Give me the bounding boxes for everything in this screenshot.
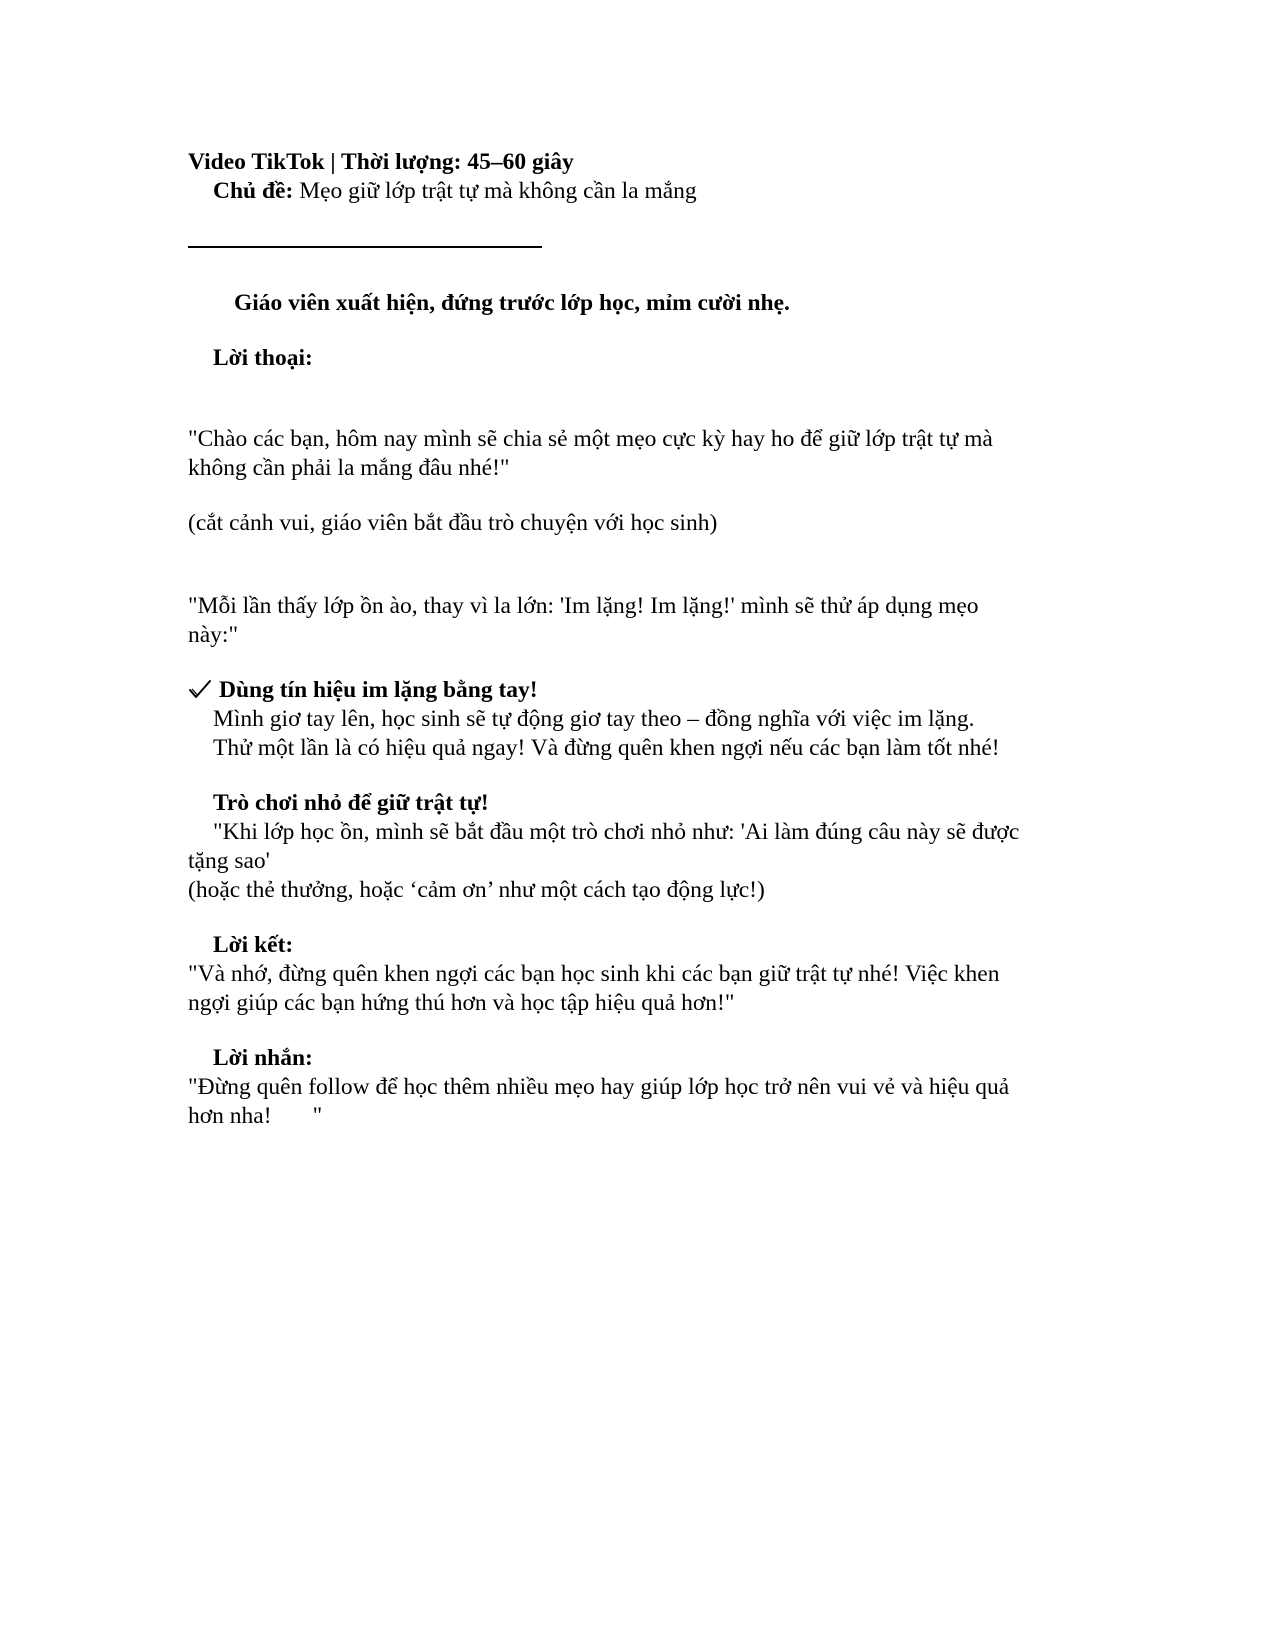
- topic-label: Chủ đề:: [213, 178, 294, 204]
- horizontal-rule: [188, 246, 542, 248]
- tip-2: [188, 789, 1088, 905]
- tip-1-heading-row: [188, 676, 1088, 705]
- tip-1-heading: Dùng tín hiệu im lặng bằng tay!: [219, 677, 538, 703]
- closing-section: [188, 931, 1088, 1018]
- check-icon: [188, 678, 212, 700]
- tip-intro-line-1: "Mỗi lần thấy lớp ồn ào, thay vì la lớn: 'Im lặng! Im lặng!' mình sẽ thử áp dụng mẹo: [188, 593, 979, 619]
- tip-2-heading: Trò chơi nhỏ để giữ trật tự!: [213, 790, 489, 816]
- document-page: [188, 148, 1088, 1131]
- dialogue-label: Lời thoại:: [213, 345, 313, 371]
- tip-1: [188, 676, 1088, 763]
- opening-line-2: không cần phải la mắng đâu nhé!": [188, 455, 510, 481]
- opening-dialogue: [188, 425, 1088, 483]
- cta-line-1: "Đừng quên follow để học thêm nhiều mẹo hay giúp lớp học trở nên vui vẻ và hiệu quả: [188, 1074, 1010, 1100]
- cta-label: Lời nhắn:: [213, 1045, 313, 1071]
- closing-line-2: ngợi giúp các bạn hứng thú hơn và học tập hiệu quả hơn!": [188, 990, 735, 1016]
- closing-label: Lời kết:: [213, 932, 294, 958]
- tip-intro: [188, 592, 1088, 650]
- tip-2-line-2: tặng sao': [188, 848, 270, 874]
- tip-2-line-1: "Khi lớp học ồn, mình sẽ bắt đầu một trò chơi nhỏ như: 'Ai làm đúng câu này sẽ được: [213, 819, 1020, 845]
- scene-direction: Giáo viên xuất hiện, đứng trước lớp học, mỉm cười nhẹ.: [234, 290, 790, 316]
- closing-line-1: "Và nhớ, đừng quên khen ngợi các bạn học sinh khi các bạn giữ trật tự nhé! Việc khen: [188, 961, 1000, 987]
- cut-note: (cắt cảnh vui, giáo viên bắt đầu trò chuyện với học sinh): [188, 510, 718, 536]
- opening-line-1: "Chào các bạn, hôm nay mình sẽ chia sẻ một mẹo cực kỳ hay ho để giữ lớp trật tự mà: [188, 426, 993, 452]
- tip-2-line-3: (hoặc thẻ thưởng, hoặc ‘cảm ơn’ như một cách tạo động lực!): [188, 877, 765, 903]
- topic-line: [188, 177, 1088, 206]
- tip-intro-line-2: này:": [188, 622, 239, 648]
- cta-section: [188, 1044, 1088, 1131]
- tip-1-line-1: Mình giơ tay lên, học sinh sẽ tự động giơ tay theo – đồng nghĩa với việc im lặng.: [213, 706, 975, 732]
- tip-1-line-2: Thử một lần là có hiệu quả ngay! Và đừng quên khen ngợi nếu các bạn làm tốt nhé!: [213, 735, 1000, 761]
- topic-value: Mẹo giữ lớp trật tự mà không cần la mắng: [293, 178, 697, 204]
- cta-line-2: hơn nha! ": [188, 1103, 323, 1129]
- document-title: Video TikTok | Thời lượng: 45–60 giây: [188, 149, 574, 175]
